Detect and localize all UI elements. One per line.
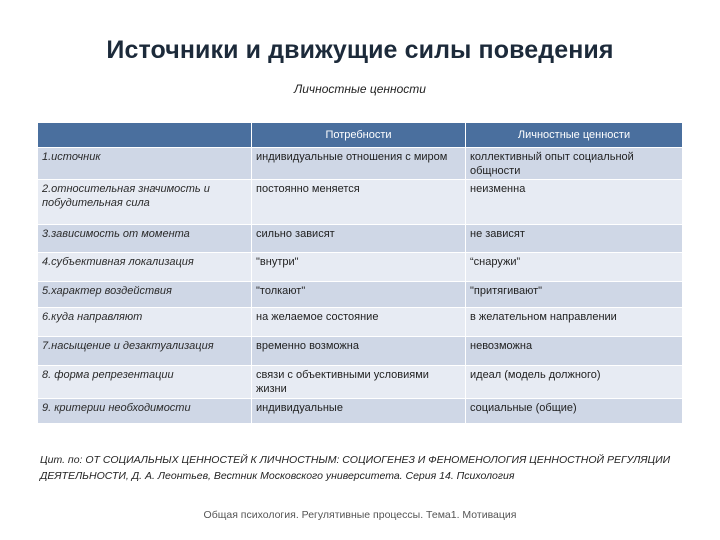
criterion-cell: 9. критерии необходимости	[38, 399, 252, 424]
table-header-row	[38, 123, 683, 148]
criterion-cell: 1.источник	[38, 148, 252, 180]
values-cell: невозможна	[466, 337, 683, 366]
needs-cell: "внутри"	[252, 253, 466, 282]
values-cell: социальные (общие)	[466, 399, 683, 424]
criterion-cell: 3.зависимость от момента	[38, 225, 252, 253]
table-row	[38, 180, 683, 225]
table-row	[38, 308, 683, 337]
header-criterion	[38, 123, 252, 148]
slide-footer: Общая психология. Регулятивные процессы. Тема1. Мотивация	[203, 509, 517, 521]
values-cell: неизменна	[466, 180, 683, 225]
needs-cell: индивидуальные отношения с миром	[252, 148, 466, 180]
needs-cell: индивидуальные	[252, 399, 466, 424]
needs-cell: сильно зависят	[252, 225, 466, 253]
needs-cell: "толкают"	[252, 282, 466, 308]
table-row	[38, 337, 683, 366]
table-row	[38, 253, 683, 282]
table-row	[38, 282, 683, 308]
table-row	[38, 399, 683, 424]
values-cell: коллективный опыт социальной общности	[466, 148, 683, 180]
criterion-cell: 7.насыщение и дезактуализация	[38, 337, 252, 366]
slide-subtitle: Личностные ценности	[294, 82, 426, 96]
criterion-cell: 6.куда направляют	[38, 308, 252, 337]
comparison-table	[37, 122, 683, 424]
values-cell: в желательном направлении	[466, 308, 683, 337]
values-cell: “снаружи”	[466, 253, 683, 282]
table-row	[38, 148, 683, 180]
values-cell: идеал (модель должного)	[466, 366, 683, 399]
needs-cell: связи с объективными условиями жизни	[252, 366, 466, 399]
citation-footnote: Цит. по: ОТ СОЦИАЛЬНЫХ ЦЕННОСТЕЙ К ЛИЧНОСТНЫМ: СОЦИОГЕНЕЗ И ФЕНОМЕНОЛОГИЯ ЦЕННОСТНОЙ РЕГУЛЯЦИИ ДЕЯТЕЛЬНОСТИ, Д. А. Леонтьев, Вестник Московского университета. Серия 14. Психология	[40, 454, 671, 482]
table-row	[38, 225, 683, 253]
criterion-cell: 4.субъективная локализация	[38, 253, 252, 282]
table-row	[38, 366, 683, 399]
criterion-cell: 2.относительная значимость и побудительная сила	[38, 180, 252, 225]
criterion-cell: 5.характер воздействия	[38, 282, 252, 308]
header-values: Личностные ценности	[466, 123, 683, 148]
needs-cell: на желаемое состояние	[252, 308, 466, 337]
needs-cell: временно возможна	[252, 337, 466, 366]
slide-title: Источники и движущие силы поведения	[106, 36, 614, 64]
values-cell: не зависят	[466, 225, 683, 253]
values-cell: "притягивают"	[466, 282, 683, 308]
needs-cell: постоянно меняется	[252, 180, 466, 225]
header-needs: Потребности	[252, 123, 466, 148]
criterion-cell: 8. форма репрезентации	[38, 366, 252, 399]
